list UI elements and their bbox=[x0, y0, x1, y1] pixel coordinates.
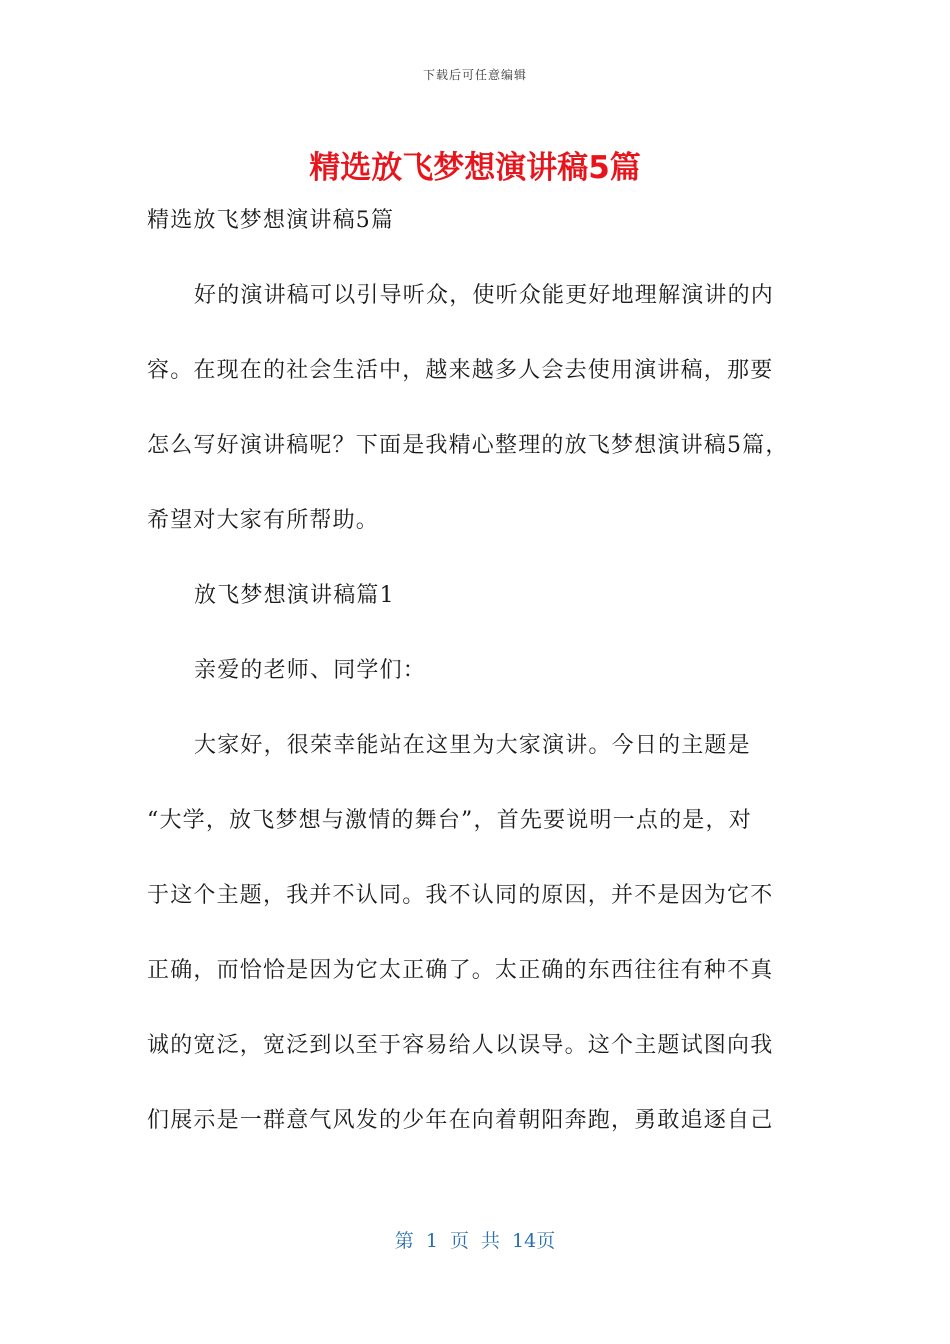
document-body bbox=[147, 198, 807, 1134]
paragraph-line: 好的演讲稿可以引导听众，使听众能更好地理解演讲的内 bbox=[194, 283, 775, 308]
paragraph-line: 怎么写好演讲稿呢？下面是我精心整理的放飞梦想演讲稿5篇， bbox=[147, 433, 789, 458]
page-number-footer: 第 1 页 共 14页 bbox=[394, 1230, 556, 1252]
paragraph-line: 于这个主题，我并不认同。我不认同的原因，并不是因为它不 bbox=[147, 883, 774, 908]
paragraph-line: 希望对大家有所帮助。 bbox=[147, 508, 380, 533]
paragraph-line: 容。在现在的社会生活中，越来越多人会去使用演讲稿，那要 bbox=[147, 358, 774, 383]
document-title: 精选放飞梦想演讲稿5篇 bbox=[309, 150, 641, 186]
paragraph-line: 诚的宽泛，宽泛到以至于容易给人以误导。这个主题试图向我 bbox=[147, 1033, 774, 1058]
header-note: 下载后可任意编辑 bbox=[422, 68, 527, 82]
paragraph-line: 大家好，很荣幸能站在这里为大家演讲。今日的主题是 bbox=[194, 733, 751, 758]
section-heading: 放飞梦想演讲稿篇1 bbox=[194, 583, 395, 608]
paragraph-line: 正确，而恰恰是因为它太正确了。太正确的东西往往有种不真 bbox=[147, 958, 774, 983]
subtitle-line: 精选放飞梦想演讲稿5篇 bbox=[147, 208, 395, 233]
paragraph-line: “大学，放飞梦想与激情的舞台”，首先要说明一点的是，对 bbox=[147, 808, 752, 833]
paragraph-line: 们展示是一群意气风发的少年在向着朝阳奔跑，勇敢追逐自己 bbox=[147, 1108, 774, 1133]
salutation-line: 亲爱的老师、同学们： bbox=[194, 658, 427, 683]
